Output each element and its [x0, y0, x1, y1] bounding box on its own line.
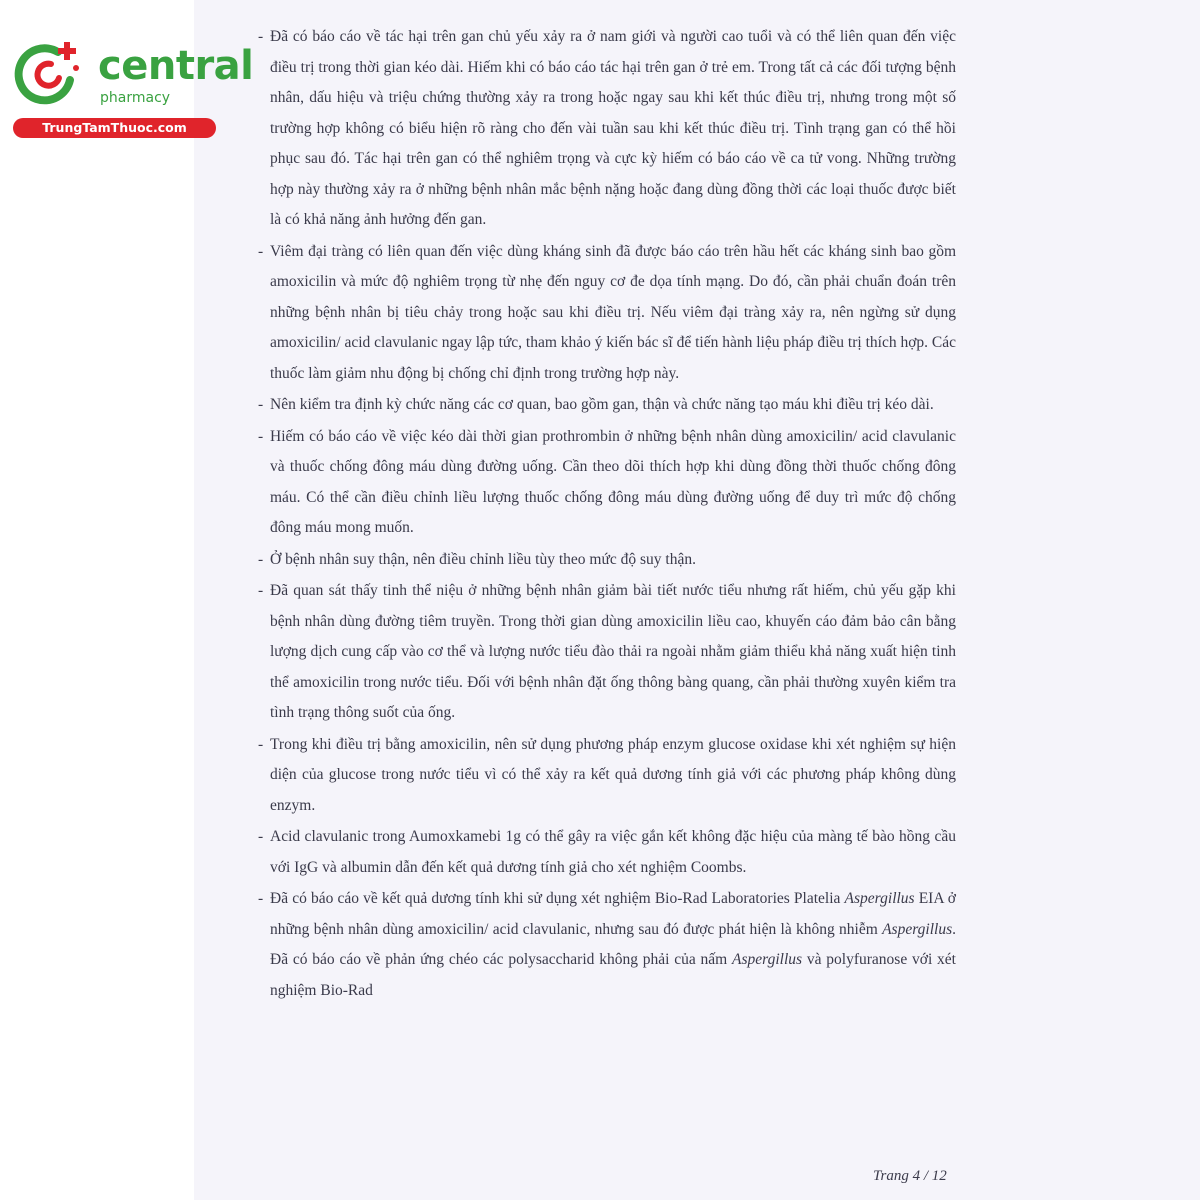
document-body [258, 22, 956, 1007]
text-run: và polyfuranose với xét nghiệm Bio-Rad [270, 951, 956, 999]
brand-logo [8, 32, 254, 142]
paragraph-aspergillus [258, 884, 956, 1006]
paragraph-monitoring: - Nên kiểm tra định kỳ chức năng các cơ quan, bao gồm gan, thận và chức năng tạo máu khi điều trị kéo dài. [258, 390, 956, 421]
italic-term: Aspergillus [844, 890, 915, 907]
paragraph-liver: - Đã có báo cáo về tác hại trên gan chủ yếu xảy ra ở nam giới và người cao tuổi và có thể liên quan đến việc điều trị trong thời gian kéo dài. Hiếm khi có báo cáo tác hại trên gan ở trẻ em. Trong tất cả các đối tượng bệnh nhân, dấu hiệu và triệu chứng thường xảy ra trong hoặc ngay sau khi kết thúc điều trị, nhưng trong một số trường hợp không có biểu hiện rõ ràng cho đến vài tuần sau khi kết thúc điều trị. Tình trạng gan có thể hồi phục sau đó. Tác hại trên gan có thể nghiêm trọng và cực kỳ hiếm có báo cáo về ca tử vong. Những trường hợp này thường xảy ra ở những bệnh nhân mắc bệnh nặng hoặc đang dùng đồng thời các loại thuốc được biết là có khả năng ảnh hưởng đến gan. [258, 22, 956, 236]
paragraph-glucose-test: - Trong khi điều trị bằng amoxicilin, nên sử dụng phương pháp enzym glucose oxidase khi xét nghiệm sự hiện diện của glucose trong nước tiểu vì có thể xảy ra kết quả dương tính giả với các phương pháp không dùng enzym. [258, 730, 956, 822]
paragraph-coombs: - Acid clavulanic trong Aumoxkamebi 1g có thể gây ra việc gắn kết không đặc hiệu của màng tế bào hồng cầu với IgG và albumin dẫn đến kết quả dương tính giả cho xét nghiệm Coombs. [258, 822, 956, 883]
central-pharmacy-logo-icon [12, 38, 84, 110]
paragraph-crystalluria: - Đã quan sát thấy tinh thể niệu ở những bệnh nhân giảm bài tiết nước tiểu nhưng rất hiếm, chủ yếu gặp khi bệnh nhân dùng đường tiêm truyền. Trong thời gian dùng amoxicilin liều cao, khuyến cáo đảm bảo cân bằng lượng dịch cung cấp vào cơ thể và lượng nước tiểu đào thải ra ngoài nhằm giảm thiểu khả năng xuất hiện tinh thể amoxicilin trong nước tiểu. Đối với bệnh nhân đặt ống thông bàng quang, cần phải thường xuyên kiểm tra tình trạng thông suốt của ống. [258, 576, 956, 729]
page-number: Trang 4 / 12 [873, 1168, 947, 1184]
brand-site-banner: TrungTamThuoc.com [13, 118, 216, 138]
italic-term: Aspergillus [732, 951, 803, 968]
text-run: . Đã có báo cáo về phản ứng chéo các polysaccharid không phải của nấm [270, 920, 956, 968]
paragraph-renal: - Ở bệnh nhân suy thận, nên điều chỉnh liều tùy theo mức độ suy thận. [258, 545, 956, 576]
brand-subtitle: pharmacy [100, 90, 171, 106]
italic-term: Aspergillus [882, 920, 953, 938]
text-run: Đã có báo cáo về kết quả dương tính khi sử dụng xét nghiệm Bio-Rad Laboratories Platelia [270, 890, 845, 907]
paragraph-colitis: - Viêm đại tràng có liên quan đến việc dùng kháng sinh đã được báo cáo trên hầu hết các kháng sinh bao gồm amoxicilin và mức độ nghiêm trọng từ nhẹ đến nguy cơ đe dọa tính mạng. Do đó, cần phải chuẩn đoán trên những bệnh nhân bị tiêu chảy trong hoặc sau khi điều trị. Nếu viêm đại tràng xảy ra, nên ngừng sử dụng amoxicilin/ acid clavulanic ngay lập tức, tham khảo ý kiến bác sĩ để tiến hành liệu pháp điều trị thích hợp. Các thuốc làm giảm nhu động bị chống chỉ định trong trường hợp này. [258, 237, 956, 390]
brand-name: central [98, 43, 254, 89]
paragraph-prothrombin: - Hiếm có báo cáo về việc kéo dài thời gian prothrombin ở những bệnh nhân dùng amoxicilin/ acid clavulanic và thuốc chống đông máu dùng đường uống. Cần theo dõi thích hợp khi dùng đồng thời thuốc chống đông máu. Có thể cần điều chỉnh liều lượng thuốc chống đông máu dùng đường uống để duy trì mức độ chống đông máu mong muốn. [258, 422, 956, 544]
text-run: EIA ở những bệnh nhân dùng amoxicilin/ acid clavulanic, nhưng sau đó được phát hiện là không nhiễm [270, 890, 956, 938]
